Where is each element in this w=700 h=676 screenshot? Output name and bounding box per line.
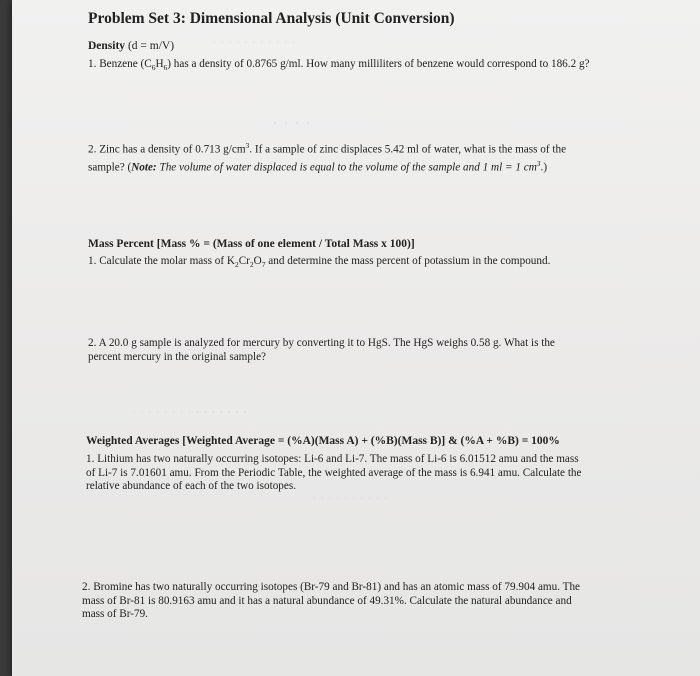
mass-percent-question-1: 1. Calculate the molar mass of $K_2Cr_2O_7$ and determine the mass percent of potassium in the compound. — [88, 255, 551, 270]
density-heading: Density (d = m/V) — [88, 40, 175, 52]
density-question-1: 1. Benzene $(C_6H_6)$ has a density of 0.8765 g/ml. How many milliliters of benzene would correspond to 186.2 g? — [88, 58, 590, 73]
page-title: Problem Set 3: Dimensional Analysis (Unit Conversion) — [88, 10, 455, 27]
mass-percent-heading: Mass Percent [Mass % = (Mass of one element / Total Mass x 100)] — [88, 238, 415, 250]
worksheet-page — [12, 0, 700, 676]
bleed-through-text: · · · · · · · · · · · · · · · — [132, 404, 248, 419]
bleed-through-text: · · · · — [272, 112, 311, 132]
bleed-through-text: · · · · · · · · · · · — [212, 34, 296, 49]
weighted-question-2: 2. Bromine has two naturally occurring isotopes (Br-79 and Br-81) and has an atomic mass of 79.904 amu. The mass of Br-81 is 80.9163 amu and it has a natural abundance of 49.31%. Calculate the natural abundance and mass of Br-79. — [82, 581, 581, 620]
weighted-question-1: 1. Lithium has two naturally occurring isotopes: Li-6 and Li-7. The mass of Li-6 is 6.01512 amu and the mass of Li-7 is 7.01601 amu. From the Periodic Table, the weighted average of the mass is 6.941 amu. Calculate the relative abundance of each of the two isotopes. — [86, 453, 582, 492]
density-question-2: 2. Zinc has a density of 0.713 $g/cm^3$. If a sample of zinc displaces 5.42 ml of water, what is the mass of the sample? (Note: The volume of water displaced is equal to the volume of the sample and 1 ml = 1 $cm^3$.) — [88, 141, 567, 174]
mass-percent-question-2: 2. A 20.0 g sample is analyzed for mercury by converting it to HgS. The HgS weighs 0.58 g. What is the percent mercury in the original sample? — [88, 337, 555, 363]
bleed-through-text: · · · · · · · · · · — [312, 490, 388, 505]
weighted-averages-heading: Weighted Averages [Weighted Average = (%A)(Mass A) + (%B)(Mass B)] & (%A + %B) = 100% — [86, 435, 560, 447]
